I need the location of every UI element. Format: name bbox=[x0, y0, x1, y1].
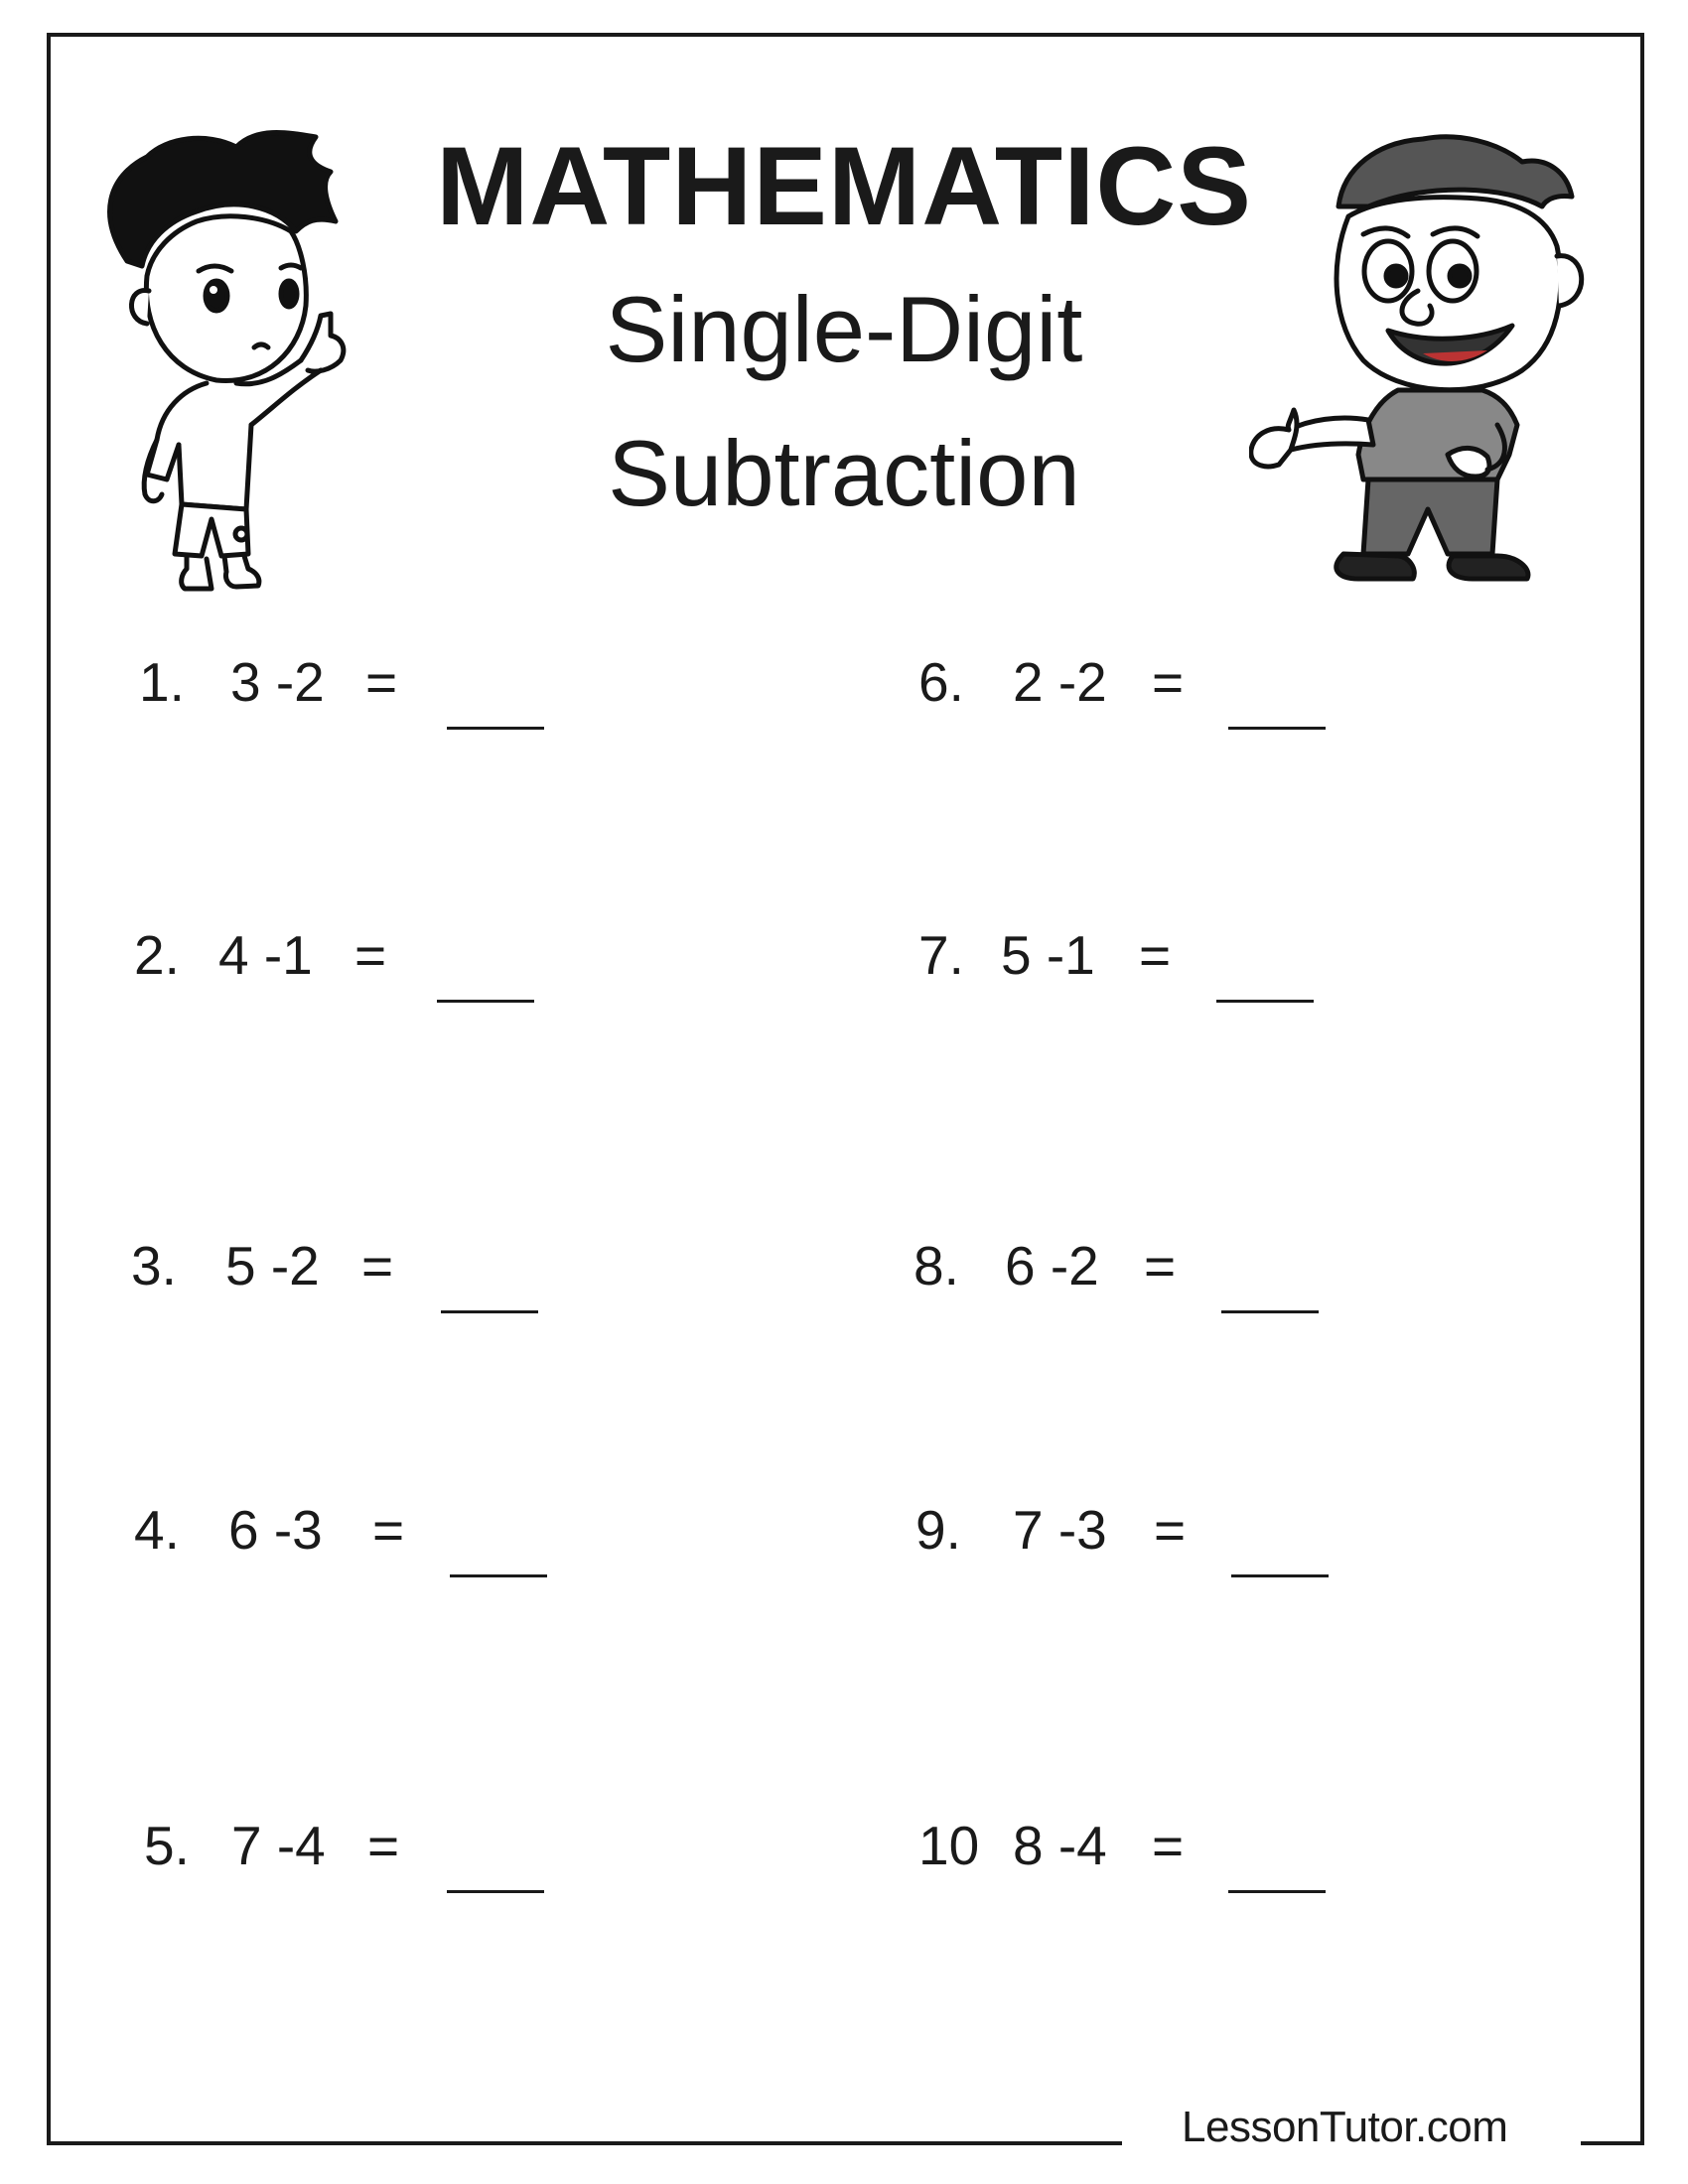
problem-expression: 7 -4 bbox=[231, 1815, 326, 1876]
problem-number: 3. bbox=[131, 1235, 177, 1297]
problem-number: 5. bbox=[144, 1815, 190, 1876]
answer-blank[interactable] bbox=[437, 1000, 534, 1003]
equals-sign: = bbox=[367, 1815, 400, 1876]
page-border-top bbox=[47, 33, 1644, 37]
equals-sign: = bbox=[354, 924, 387, 986]
problem-expression: 2 -2 bbox=[1013, 651, 1107, 713]
footer-site-name: LessonTutor.com bbox=[1182, 2103, 1508, 2151]
problem-expression: 6 -3 bbox=[228, 1499, 323, 1561]
problem-number: 9. bbox=[915, 1499, 961, 1561]
equals-sign: = bbox=[1144, 1235, 1177, 1297]
equals-sign: = bbox=[1152, 1815, 1185, 1876]
equals-sign: = bbox=[365, 651, 398, 713]
worksheet-title: MATHEMATICS bbox=[436, 124, 1252, 248]
answer-blank[interactable] bbox=[1221, 1310, 1319, 1313]
problem-expression: 3 -2 bbox=[230, 651, 325, 713]
equals-sign: = bbox=[361, 1235, 394, 1297]
answer-blank[interactable] bbox=[1228, 727, 1326, 730]
problem-expression: 8 -4 bbox=[1013, 1815, 1107, 1876]
problem-number: 2. bbox=[134, 924, 180, 986]
answer-blank[interactable] bbox=[441, 1310, 538, 1313]
problem-expression: 6 -2 bbox=[1005, 1235, 1099, 1297]
man-presenting-illustration bbox=[1249, 127, 1646, 584]
equals-sign: = bbox=[1152, 651, 1185, 713]
answer-blank[interactable] bbox=[1216, 1000, 1314, 1003]
problem-number: 4. bbox=[134, 1499, 180, 1561]
problem-number: 10 bbox=[918, 1815, 980, 1876]
answer-blank[interactable] bbox=[1228, 1890, 1326, 1893]
answer-blank[interactable] bbox=[450, 1574, 547, 1577]
equals-sign: = bbox=[1139, 924, 1172, 986]
problem-number: 8. bbox=[914, 1235, 959, 1297]
page-border-bottom-right bbox=[1581, 2141, 1644, 2145]
equals-sign: = bbox=[372, 1499, 405, 1561]
worksheet-subtitle-line2: Subtraction bbox=[608, 421, 1080, 525]
worksheet-subtitle-line1: Single-Digit bbox=[605, 277, 1083, 381]
problem-expression: 5 -1 bbox=[1001, 924, 1095, 986]
page-border-bottom-left bbox=[47, 2141, 1122, 2145]
problem-number: 1. bbox=[139, 651, 185, 713]
equals-sign: = bbox=[1154, 1499, 1187, 1561]
problem-expression: 7 -3 bbox=[1013, 1499, 1107, 1561]
answer-blank[interactable] bbox=[447, 1890, 544, 1893]
problem-expression: 4 -1 bbox=[218, 924, 313, 986]
problem-number: 7. bbox=[918, 924, 964, 986]
problem-number: 6. bbox=[918, 651, 964, 713]
boy-pointing-illustration bbox=[87, 127, 415, 594]
page-border-left bbox=[47, 33, 51, 2145]
problem-expression: 5 -2 bbox=[225, 1235, 320, 1297]
answer-blank[interactable] bbox=[1231, 1574, 1329, 1577]
answer-blank[interactable] bbox=[447, 727, 544, 730]
